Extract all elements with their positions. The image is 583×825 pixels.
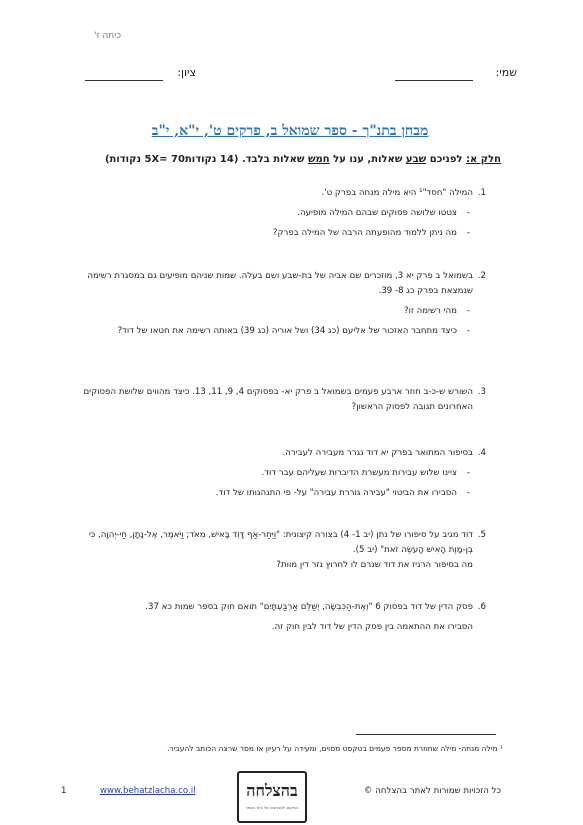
logo-text: בהצלחה <box>246 781 298 800</box>
page-number: 1 <box>61 786 67 796</box>
instr-text-1: לפניכם <box>426 154 466 165</box>
question-1 <box>73 186 486 241</box>
instr-text-2: שאלות, ענו על <box>329 154 406 165</box>
part-instructions <box>101 154 501 165</box>
question-number: 4. <box>477 448 486 458</box>
question-text: הסבירו את ההתאמה בין פסק הדין של דוד לבין חוק זה. <box>271 622 473 632</box>
question-bullet: - ציינו שלוש עבירות מעשרת הדיברות שעליהם עבר דוד. <box>73 466 473 481</box>
question-4 <box>73 446 486 501</box>
question-text: פסק הדין של דוד בפסוק 6 "וְאֶת-הַכִּבְשָׂה, יְשַׁלֵּם אַרְבַּעְתָּיִם" תואם חוק בספר שמות כא 37. <box>145 602 473 612</box>
logo-tagline: המקום למבחנים של בית הספר <box>245 805 299 810</box>
score-field[interactable] <box>85 80 163 81</box>
footnote-divider <box>356 734 496 735</box>
score-label: ציון: <box>177 66 196 79</box>
site-link[interactable]: www.behatzlacha.co.il <box>100 786 196 796</box>
question-bullet: - הסבירו את הביטוי "עבירה גוררת עבירה" על- פי התנהגותו של דוד. <box>73 486 473 501</box>
question-number: 6. <box>477 602 486 612</box>
question-text: בשמואל ב פרק יא 3, מוזכרים שם אביה של בת-שבע ושם בעלה. שמות שניהם מופיעים גם במסגרת רשימה שנמצאת בפרק כג 8- 39. <box>87 271 473 296</box>
question-number: 3. <box>477 387 486 397</box>
copyright-notice: כל הזכויות שמורות לאתר בהצלחה © <box>363 786 501 796</box>
instr-seven: שבע <box>405 154 427 165</box>
question-2 <box>73 269 486 339</box>
question-text: דוד מגיב על סיפורו של נתן (יב 1- 4) בצורה קיצונית: "וַיִּחַר-אַף דָּוִד בָּאִישׁ, מְאֹד; וַיֹּאמֶר, אֶל-נָתָן, חַי-יְהוָה, כִּי בֶן-מָוֶת הָאִישׁ הָעֹשֶׂה זֹאת" (יב 5). <box>88 530 473 555</box>
question-5 <box>73 528 486 573</box>
question-bullet: - מהי רשימה זו? <box>73 304 473 319</box>
question-text: בסיפור המתואר בפרק יא דוד נגרר מעבירה לעבירה. <box>282 448 473 458</box>
name-field[interactable] <box>395 80 473 81</box>
question-number: 5. <box>477 530 486 540</box>
question-bullet: - כיצד מתחבר האזכור של אליעם (כג 34) ושל אוריה (כג 39) באותה רשימה את חטאו של דוד? <box>73 324 473 339</box>
instr-five: חמש <box>307 154 330 165</box>
question-text: מה בסיפור הרגיז את דוד שגרם לו לחרוץ גזר דין מוות? <box>276 560 473 570</box>
question-6 <box>73 600 486 635</box>
instr-text-3: שאלות בלבד. (14 נקודות5X= 70 נקודות) <box>104 154 308 165</box>
site-logo <box>237 771 307 823</box>
footnote: ¹ מילה מנחה- מילה שחוזרת מספר פעמים בטקסט מסוים, ומעידה על רעיון או מסר שרצה הכותב להעביר. <box>167 744 503 753</box>
question-number: 1. <box>477 188 486 198</box>
question-number: 2. <box>477 271 486 281</box>
question-3 <box>73 385 486 415</box>
exam-title: מבחן בתנ"ך - ספר שמואל ב, פרקים ט', י"א, י"ב <box>151 123 429 139</box>
part-label: חלק א: <box>465 154 501 165</box>
question-bullet: - צטטו שלושה פסוקים שבהם המילה מופיעה. <box>73 206 473 221</box>
name-label: שמי: <box>495 66 517 79</box>
question-text: השורש ש-כ-ב חוזר ארבע פעמים בשמואל ב פרק יא- בפסוקים 4, 9, 11, 13. כיצד מהווים שלושת הפסוקים האחרונים תגובה לפסוק הראשון? <box>83 387 473 412</box>
grade-level: כיתה ז' <box>93 31 121 41</box>
question-text: המילה "חסד"¹ היא מילה מנחה בפרק ט'. <box>321 188 473 198</box>
question-bullet: - מה ניתן ללמוד מהופעתה הרבה של המילה בפרק? <box>73 226 473 241</box>
